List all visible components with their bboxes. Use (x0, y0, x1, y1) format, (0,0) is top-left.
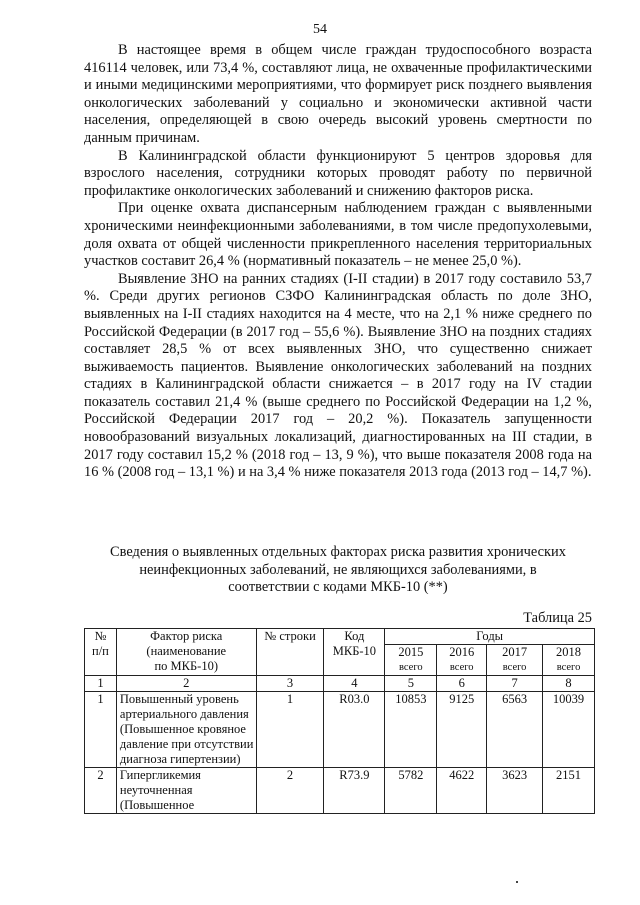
header-factor-line-1: Фактор риска (150, 629, 223, 643)
header-factor-line-2: (наименование (146, 644, 227, 658)
header-years: Годы (385, 629, 595, 645)
row-num: 2 (85, 768, 117, 814)
paragraph-1: В настоящее время в общем числе граждан трудоспособного возраста 416114 человек, или 73,4 %, составляют лица, не охваченные профилактическими и иными медицинскими мероприятиями, что формирует риск позднего выявления онкологических заболеваний у социально и экономически активной части населения, определяющей в свою очередь высокий уровень смертности по данным причинам. (84, 42, 592, 146)
row-line-number: 1 (256, 692, 324, 768)
caption-line-2: неинфекционных заболеваний, не являющихся заболеваниями, в (139, 561, 537, 578)
col-number: 3 (256, 676, 324, 692)
table-row (85, 692, 595, 768)
header-year-2017 (487, 645, 543, 676)
header-code-line-1: Код (344, 629, 365, 643)
header-num-line-2: п/п (92, 644, 109, 658)
header-code (324, 629, 385, 676)
table-row (85, 768, 595, 814)
sub-label: всего (556, 662, 581, 673)
row-value-2018: 10039 (543, 692, 595, 768)
body-text (84, 42, 592, 482)
header-num-line-1: № (94, 629, 107, 643)
caption-line-3: соответствии с кодами МКБ-10 (**) (228, 579, 448, 596)
risk-factors-table (84, 628, 595, 814)
page-number: 54 (313, 22, 327, 37)
row-value-2015: 5782 (385, 768, 437, 814)
row-factor: Повышенный уровень артериального давления (Повышенное кровяное давление при отсутствии диагноза гипертензии) (116, 692, 256, 768)
col-number: 8 (543, 676, 595, 692)
header-year-2016 (437, 645, 487, 676)
year-label: 2018 (556, 645, 581, 659)
table-caption (84, 544, 592, 597)
col-number: 7 (487, 676, 543, 692)
column-number-row (85, 676, 595, 692)
row-code: R73.9 (324, 768, 385, 814)
row-line-number: 2 (256, 768, 324, 814)
row-value-2017: 3623 (487, 768, 543, 814)
row-value-2016: 4622 (437, 768, 487, 814)
row-value-2016: 9125 (437, 692, 487, 768)
row-value-2018: 2151 (543, 768, 595, 814)
sub-label: всего (399, 662, 423, 673)
table-label: Таблица 25 (523, 610, 592, 626)
row-num: 1 (85, 692, 117, 768)
header-num (85, 629, 117, 676)
col-number: 2 (116, 676, 256, 692)
col-number: 1 (85, 676, 117, 692)
header-factor (116, 629, 256, 676)
paragraph-2: В Калининградской области функционируют 5 центров здоровья для взрослого населения, сотрудники которых проводят работу по первичной профилактике онкологических заболеваний и снижению факторов риска. (84, 147, 592, 199)
header-code-line-2: МКБ-10 (332, 644, 377, 658)
row-value-2015: 10853 (385, 692, 437, 768)
row-code: R03.0 (324, 692, 385, 768)
caption-line-1: Сведения о выявленных отдельных факторах риска развития хронических (110, 544, 566, 560)
header-row-no: № строки (256, 629, 324, 676)
row-factor: Гипергликемия неуточненная (Повышенное (116, 768, 256, 814)
year-label: 2015 (398, 645, 424, 659)
header-factor-line-3: по МКБ-10) (154, 659, 219, 673)
year-label: 2017 (502, 645, 528, 659)
header-row-1 (85, 629, 595, 645)
row-value-2017: 6563 (487, 692, 543, 768)
col-number: 4 (324, 676, 385, 692)
col-number: 5 (385, 676, 437, 692)
paragraph-3: При оценке охвата диспансерным наблюдением граждан с выявленными хроническими неинфекционными заболеваниями, в том числе предопухолевыми, доля охвата от общей численности прикрепленного населения территориальных участков составит 26,4 % (нормативный показатель – не менее 25,0 %). (84, 200, 592, 270)
header-year-2018 (543, 645, 595, 676)
paragraph-4: Выявление ЗНО на ранних стадиях (I-II стадии) в 2017 году составило 53,7 %. Среди других регионов СЗФО Калининградская область по доле ЗНО, выявленных на I-II стадиях находится на 4 месте, что на 2,1 % ниже среднего по Российской Федерации (в 2017 год – 55,6 %). Выявление ЗНО на поздних стадиях составляет 28,5 % от всех выявленных ЗНО, что существенно снижает выживаемость пациентов. Выявление онкологических заболеваний на поздних стадиях в Калининградской области снижается – в 2017 году на IV стадии показатель составил 21,4 % (выше среднего по Российской Федерации на 1,2 %, Российской Федерации 2017 год – 20,2 %). Показатель запущенности новообразований визуальных локализаций, диагностированных на III стадии, в 2017 году составил 15,2 % (2018 год – 13, 9 %), что выше показателя 2008 года на 16 % (2008 год – 13,1 %) и на 3,4 % ниже показателя 2013 года (2013 год – 14,7 %). (84, 270, 592, 481)
sub-label: всего (449, 662, 474, 673)
col-number: 6 (437, 676, 487, 692)
year-label: 2016 (449, 645, 475, 659)
sub-label: всего (502, 662, 527, 673)
scan-speck (516, 881, 518, 883)
header-year-2015 (385, 645, 437, 676)
